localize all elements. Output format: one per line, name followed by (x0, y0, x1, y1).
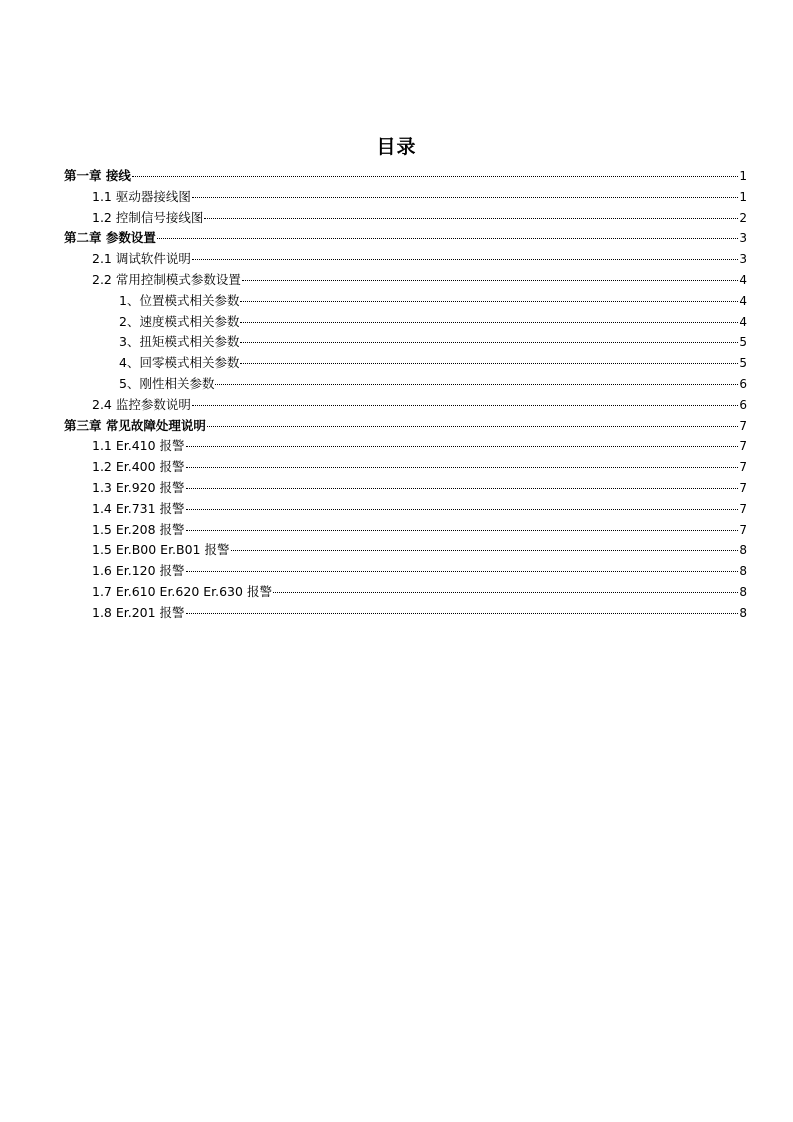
toc-page-number: 4 (739, 314, 747, 329)
toc-chapter-entry[interactable] (64, 228, 747, 249)
toc-entry-label: 1.2 控制信号接线图 (92, 209, 204, 225)
toc-dot-leader (192, 259, 739, 260)
toc-page-number: 1 (739, 189, 747, 204)
toc-dot-leader (240, 363, 738, 364)
toc-entry-label: 第三章 常见故障处理说明 (64, 417, 206, 433)
toc-section-entry[interactable] (64, 187, 747, 208)
toc-entry-label: 1.3 Er.920 报警 (92, 479, 185, 495)
toc-dot-leader (204, 218, 738, 219)
toc-section-entry[interactable] (64, 270, 747, 291)
toc-section-entry[interactable] (64, 353, 747, 374)
toc-entry-label: 2.1 调试软件说明 (92, 251, 191, 267)
toc-page-number: 8 (739, 605, 747, 620)
toc-section-entry[interactable] (64, 374, 747, 395)
toc-dot-leader (157, 238, 739, 239)
toc-section-entry[interactable] (64, 208, 747, 229)
toc-section-entry[interactable] (64, 291, 747, 312)
toc-section-entry[interactable] (64, 561, 747, 582)
toc-section-entry[interactable] (64, 249, 747, 270)
toc-section-entry[interactable] (64, 436, 747, 457)
toc-entry-label: 1.5 Er.208 报警 (92, 521, 185, 537)
toc-entry-label: 1.1 Er.410 报警 (92, 438, 185, 454)
toc-chapter-entry[interactable] (64, 416, 747, 437)
toc-page-number: 7 (739, 501, 747, 516)
toc-entry-label: 1.4 Er.731 报警 (92, 500, 185, 516)
toc-page-number: 6 (739, 376, 747, 391)
toc-page-number: 4 (739, 293, 747, 308)
toc-entry-label: 1.1 驱动器接线图 (92, 188, 191, 204)
toc-entry-label: 第二章 参数设置 (64, 230, 156, 246)
toc-entry-label: 2、速度模式相关参数 (119, 313, 240, 329)
toc-page-number: 7 (739, 439, 747, 454)
toc-page-number: 8 (739, 564, 747, 579)
toc-dot-leader (186, 446, 739, 447)
toc-dot-leader (240, 322, 738, 323)
toc-page-number: 1 (739, 169, 747, 183)
toc-dot-leader (240, 301, 738, 302)
toc-section-entry[interactable] (64, 395, 747, 416)
toc-section-entry[interactable] (64, 457, 747, 478)
toc-entry-label: 2.4 监控参数说明 (92, 396, 191, 412)
toc-page-number: 7 (739, 522, 747, 537)
toc-section-entry[interactable] (64, 603, 747, 624)
toc-entry-label: 1.8 Er.201 报警 (92, 604, 185, 620)
toc-entry-label: 5、刚性相关参数 (119, 375, 215, 391)
toc-entry-label: 第一章 接线 (64, 168, 131, 183)
toc-section-entry[interactable] (64, 478, 747, 499)
table-of-contents (64, 166, 747, 624)
toc-dot-leader (186, 509, 739, 510)
toc-page-number: 6 (739, 397, 747, 412)
toc-entry-label: 1.7 Er.610 Er.620 Er.630 报警 (92, 583, 272, 599)
toc-page-number: 7 (739, 418, 747, 433)
toc-dot-leader (215, 384, 738, 385)
toc-page-number: 5 (739, 335, 747, 350)
toc-page-number: 4 (739, 272, 747, 287)
toc-dot-leader (186, 613, 739, 614)
toc-chapter-entry[interactable] (64, 166, 747, 187)
toc-dot-leader (240, 342, 738, 343)
toc-entry-label: 1.5 Er.B00 Er.B01 报警 (92, 542, 230, 558)
toc-page-number: 5 (739, 356, 747, 371)
toc-section-entry[interactable] (64, 582, 747, 603)
toc-section-entry[interactable] (64, 499, 747, 520)
toc-entry-label: 1.6 Er.120 报警 (92, 563, 185, 579)
toc-dot-leader (186, 488, 739, 489)
toc-dot-leader (192, 405, 739, 406)
toc-dot-leader (231, 550, 739, 551)
toc-section-entry[interactable] (64, 540, 747, 561)
toc-page-number: 3 (739, 252, 747, 267)
toc-entry-label: 1、位置模式相关参数 (119, 292, 240, 308)
toc-page-number: 7 (739, 480, 747, 495)
toc-entry-label: 1.2 Er.400 报警 (92, 459, 185, 475)
toc-page-number: 2 (739, 210, 747, 225)
toc-entry-label: 3、扭矩模式相关参数 (119, 334, 240, 350)
toc-dot-leader (186, 530, 739, 531)
toc-dot-leader (207, 426, 739, 427)
toc-title: 目录 (376, 136, 417, 158)
toc-dot-leader (273, 592, 738, 593)
toc-section-entry[interactable] (64, 520, 747, 541)
toc-section-entry[interactable] (64, 332, 747, 353)
toc-dot-leader (186, 467, 739, 468)
toc-dot-leader (186, 571, 739, 572)
toc-page-number: 8 (739, 584, 747, 599)
toc-dot-leader (132, 176, 739, 177)
toc-section-entry[interactable] (64, 312, 747, 333)
toc-entry-label: 4、回零模式相关参数 (119, 355, 240, 371)
toc-entry-label: 2.2 常用控制模式参数设置 (92, 271, 241, 287)
toc-page-number: 8 (739, 543, 747, 558)
toc-dot-leader (242, 280, 739, 281)
toc-page-number: 3 (739, 231, 747, 246)
toc-dot-leader (192, 197, 739, 198)
toc-page-number: 7 (739, 460, 747, 475)
